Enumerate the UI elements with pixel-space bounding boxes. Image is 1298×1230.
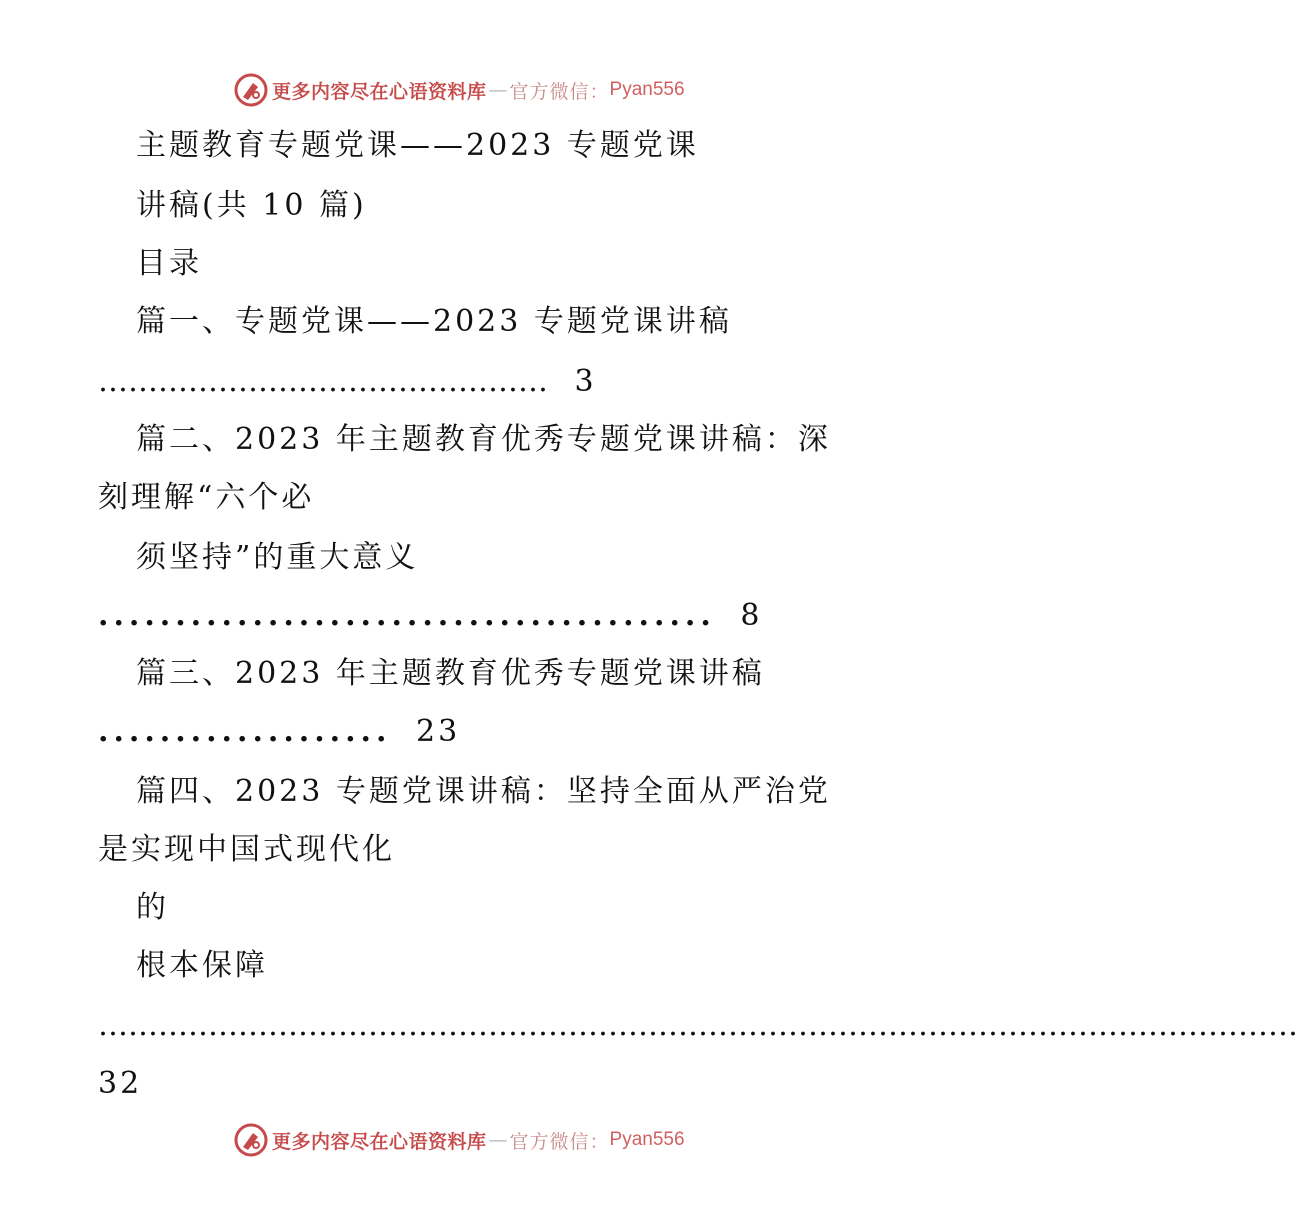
- toc-entry-2-leader: ........................................: [98, 598, 716, 633]
- toc-entry-4-title-line-1: 篇四、2023 专题党课讲稿：坚持全面从严治党: [136, 774, 831, 809]
- toc-entry-4-title-line-4: 根本保障: [136, 948, 268, 983]
- toc-heading: 目录: [136, 246, 202, 281]
- document-title-line-1: 主题教育专题党课——2023 专题党课: [136, 128, 699, 163]
- document-title-line-2: 讲稿(共 10 篇): [136, 188, 367, 223]
- toc-entry-2-page: 8: [740, 598, 763, 633]
- logo-icon: [234, 73, 268, 107]
- toc-entry-4-title-line-2: 是实现中国式现代化: [98, 832, 395, 867]
- toc-entry-3-page: 23: [416, 714, 461, 749]
- toc-entry-4-leader: …………………………………………………………………………………………………………: [98, 1008, 1298, 1043]
- logo-icon: [234, 1123, 268, 1157]
- watermark-separator: —: [488, 79, 508, 101]
- watermark-official: 官方微信：: [509, 80, 610, 103]
- toc-entry-4-page: 32: [98, 1066, 143, 1101]
- watermark-site: 更多内容尽在心语资料库: [272, 1130, 487, 1153]
- watermark-separator: —: [488, 1129, 508, 1151]
- toc-entry-2-title-line-1: 篇二、2023 年主题教育优秀专题党课讲稿：深: [136, 422, 831, 457]
- toc-entry-3-title: 篇三、2023 年主题教育优秀专题党课讲稿: [136, 656, 765, 691]
- toc-entry-2-title-line-2: 刻理解“六个必: [98, 480, 315, 515]
- toc-entry-4-title-line-3: 的: [136, 890, 169, 925]
- toc-entry-2-leader-row: [98, 596, 762, 636]
- toc-entry-1-leader-row: [98, 362, 597, 402]
- watermark-header: [234, 70, 685, 110]
- toc-entry-3-leader: ...................: [98, 714, 392, 749]
- watermark-footer: [234, 1120, 685, 1160]
- toc-entry-2-title-line-3: 须坚持”的重大意义: [136, 540, 419, 575]
- toc-entry-1-title: 篇一、专题党课——2023 专题党课讲稿: [136, 304, 732, 339]
- watermark-site: 更多内容尽在心语资料库: [272, 80, 487, 103]
- watermark-wechat-id: Pyan556: [609, 1129, 685, 1150]
- toc-entry-3-leader-row: [98, 712, 460, 752]
- watermark-wechat-id: Pyan556: [609, 79, 685, 100]
- watermark-official: 官方微信：: [509, 1130, 610, 1153]
- toc-entry-1-leader: ………………………………………: [98, 364, 548, 399]
- toc-entry-1-page: 3: [574, 364, 597, 399]
